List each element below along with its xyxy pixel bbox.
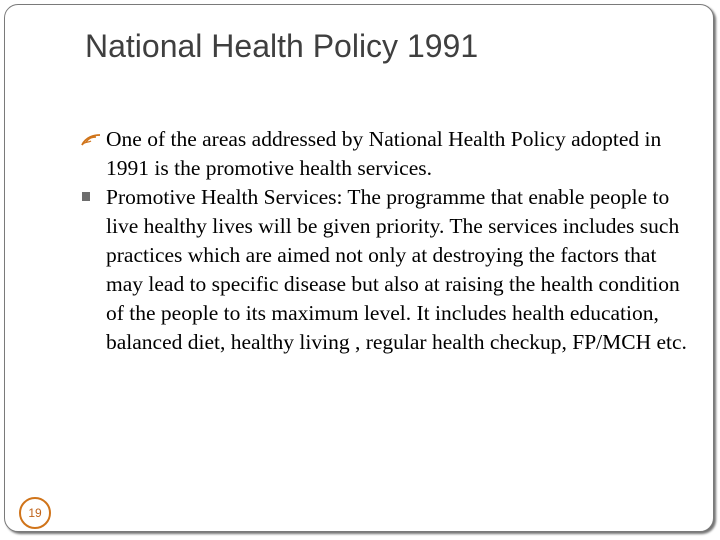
square-bullet-icon [82, 192, 90, 201]
leaf-bullet-icon [80, 133, 102, 147]
page-number: 19 [28, 506, 42, 520]
bullet-text: One of the areas addressed by National Health Policy adopted in 1991 is the promotive health services. [106, 127, 662, 180]
bullet-text: Promotive Health Services: The programme that enable people to live healthy lives will be given priority. The services includes such practices which are aimed not only at destroying the factors that may lead to specific disease but also at raising the health condition of the people to its maximum level. It includes health education, balanced diet, healthy living , regular health checkup, FP/MCH etc. [106, 185, 687, 354]
slide-title: National Health Policy 1991 [85, 28, 479, 64]
bullet-item [80, 125, 690, 183]
slide-frame [4, 4, 714, 532]
slide-content [80, 125, 690, 357]
page-number-badge [19, 497, 51, 529]
bullet-item [80, 183, 690, 357]
